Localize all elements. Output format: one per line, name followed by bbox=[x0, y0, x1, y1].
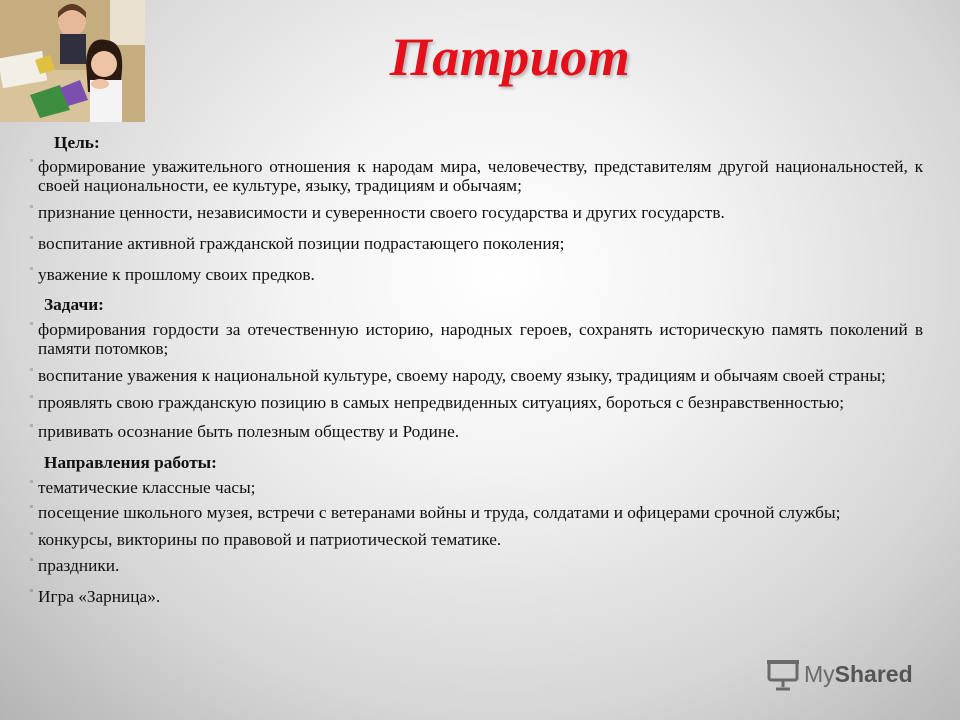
task-item: воспитание уважения к национальной культуре, своему народу, своему языку, традициям и обычаям своей страны; bbox=[30, 366, 923, 385]
direction-item: посещение школьного музея, встречи с ветеранами войны и труда, солдатами и офицерами срочной службы; bbox=[30, 503, 923, 522]
direction-item: тематические классные часы; bbox=[30, 478, 923, 497]
directions-heading: Направления работы: bbox=[44, 453, 217, 472]
task-item: проявлять свою гражданскую позицию в самых непредвиденных ситуациях, бороться с безнравственностью; bbox=[30, 393, 923, 412]
presentation-icon bbox=[766, 657, 800, 691]
goal-item: признание ценности, независимости и суверенности своего государства и других государств. bbox=[30, 203, 923, 222]
goal-item: формирование уважительного отношения к народам мира, человечеству, представителям другой национальностей, к своей национальности, ее культуре, языку, традициям и обычаям; bbox=[30, 157, 923, 195]
direction-item: конкурсы, викторины по правовой и патриотической тематике. bbox=[30, 530, 923, 549]
task-item: формирования гордости за отечественную историю, народных героев, сохранять историческую память поколений в памяти потомков; bbox=[30, 320, 923, 358]
page-title: Патриот bbox=[389, 27, 631, 87]
myshared-watermark bbox=[766, 657, 913, 691]
goal-item: воспитание активной гражданской позиции подрастающего поколения; bbox=[30, 234, 923, 253]
direction-item: Игра «Зарница». bbox=[30, 587, 923, 606]
direction-item: праздники. bbox=[30, 556, 923, 575]
tasks-heading: Задачи: bbox=[44, 295, 104, 314]
goal-heading: Цель: bbox=[54, 133, 100, 152]
watermark-suffix: Shared bbox=[834, 660, 913, 687]
watermark-prefix: My bbox=[804, 660, 835, 687]
task-item: прививать осознание быть полезным обществу и Родине. bbox=[30, 422, 923, 441]
content bbox=[30, 133, 923, 606]
goal-item: уважение к прошлому своих предков. bbox=[30, 265, 923, 284]
